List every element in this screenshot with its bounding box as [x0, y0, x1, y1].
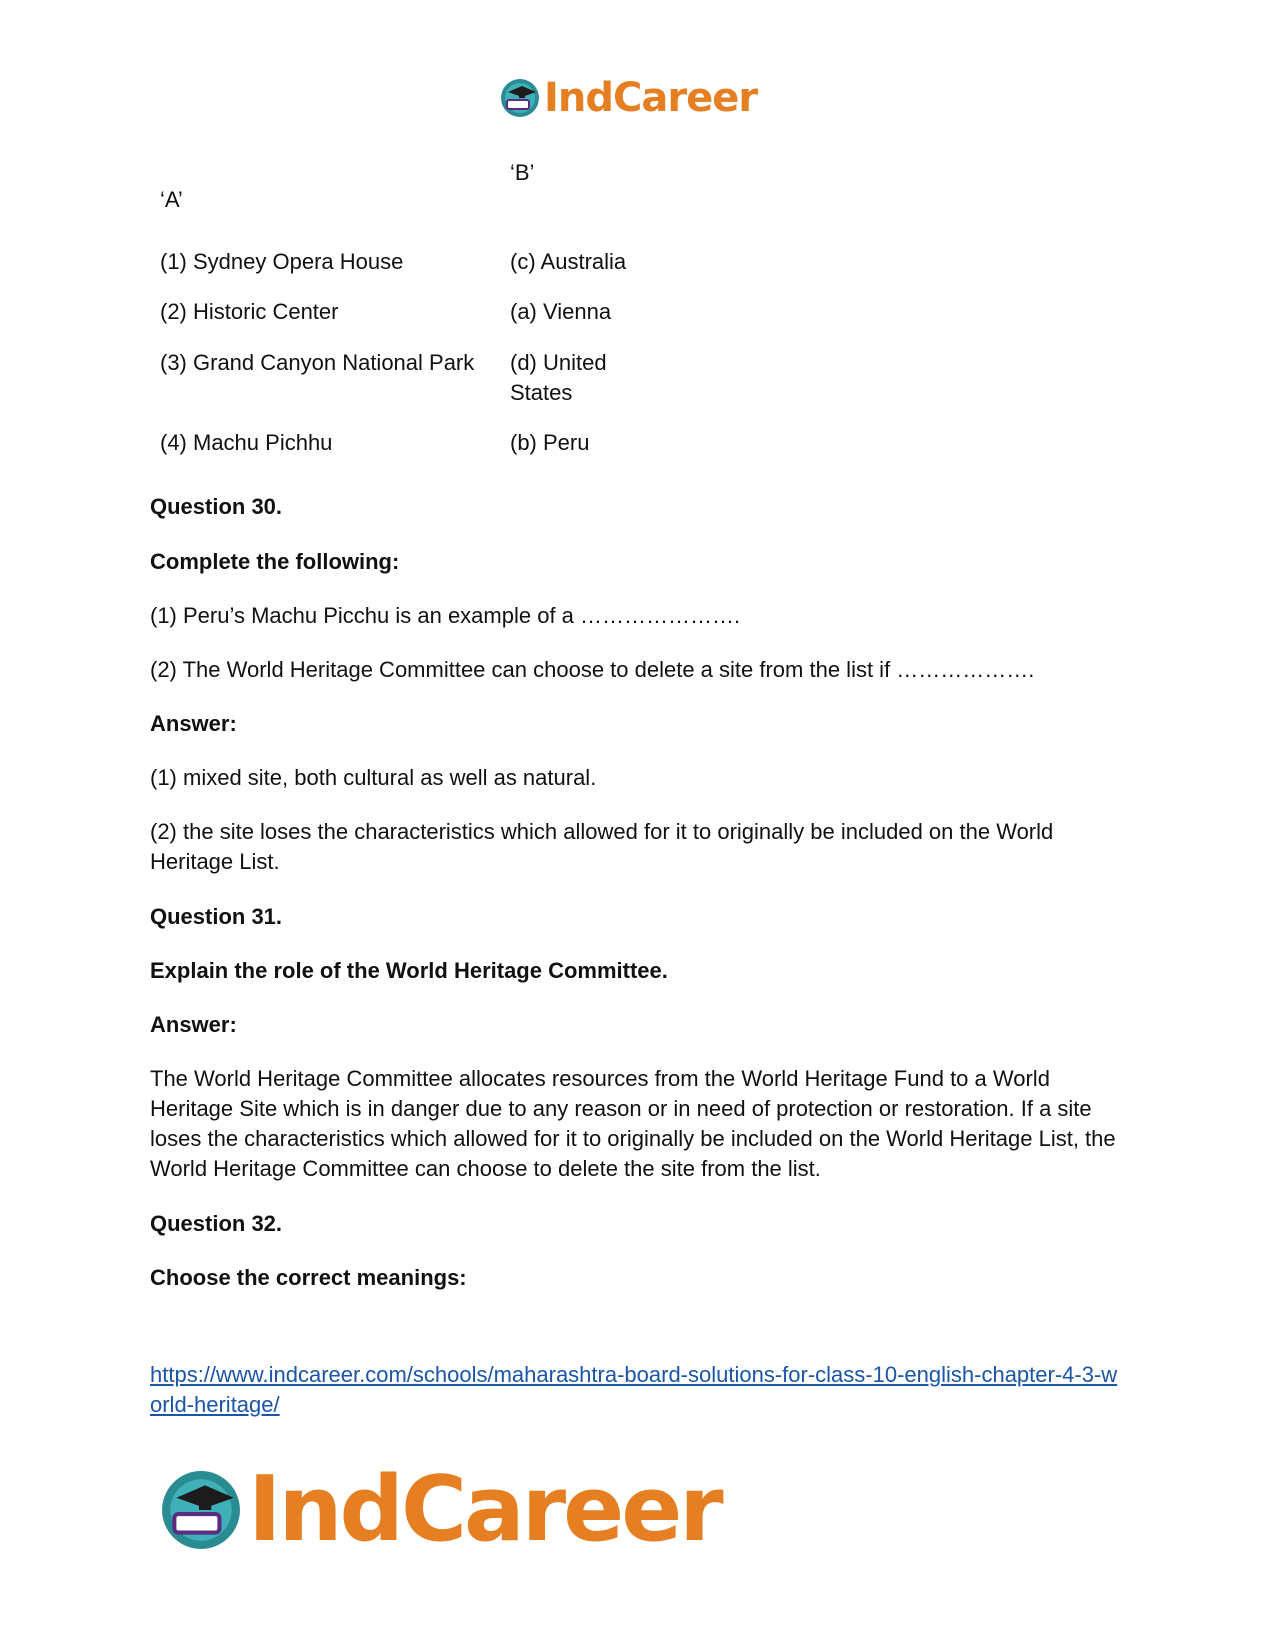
match-a-1: (1) Sydney Opera House: [160, 249, 404, 274]
question-31-title: Question 31.: [150, 904, 283, 929]
source-url-link[interactable]: https://www.indcareer.com/schools/maharashtra-board-solutions-for-class-10-english-chapter-4-3-world-heritage/: [150, 1362, 1118, 1417]
match-b-1: (c) Australia: [510, 249, 627, 274]
question-30-item-1: (1) Peru’s Machu Picchu is an example of a ………………….: [150, 603, 741, 628]
question-32-title: Question 32.: [150, 1211, 283, 1236]
question-31-answer-label: Answer:: [150, 1012, 237, 1037]
graduation-cap-book-icon: [500, 78, 540, 118]
question-30-item-2: (2) The World Heritage Committee can choose to delete a site from the list if ……………….: [150, 657, 1035, 682]
match-b-4: (b) Peru: [510, 430, 590, 455]
match-b-2: (a) Vienna: [510, 299, 612, 324]
column-a-header: ‘A’: [160, 187, 183, 212]
question-32-prompt: Choose the correct meanings:: [150, 1265, 467, 1290]
match-a-4: (4) Machu Pichhu: [160, 430, 333, 455]
question-30-answer-1: (1) mixed site, both cultural as well as natural.: [150, 765, 597, 790]
header-logo: [500, 75, 758, 121]
question-31-prompt: Explain the role of the World Heritage Committee.: [150, 958, 668, 983]
brand-name: IndCareer: [248, 1457, 721, 1562]
footer-logo: [160, 1457, 721, 1562]
graduation-cap-book-icon: [160, 1469, 242, 1551]
match-a-2: (2) Historic Center: [160, 299, 339, 324]
footer-link-wrapper: [150, 1360, 1125, 1420]
question-30-title: Question 30.: [150, 494, 283, 519]
brand-name: IndCareer: [544, 75, 758, 121]
column-b-header: ‘B’: [510, 160, 535, 185]
match-a-3: (3) Grand Canyon National Park: [160, 350, 475, 375]
question-31-answer: The World Heritage Committee allocates resources from the World Heritage Fund to a World Heritage Site which is in danger due to any reason or in need of protection or restoration. If a site loses the characteristics which allowed for it to originally be included on the World Heritage List, the World Heritage Committee can choose to delete the site from the list.: [150, 1066, 1116, 1181]
match-b-3: (d) United States: [510, 350, 607, 405]
question-30-answer-2: (2) the site loses the characteristics which allowed for it to originally be included on the World Heritage List.: [150, 819, 1054, 874]
question-30-prompt: Complete the following:: [150, 549, 400, 574]
question-30-answer-label: Answer:: [150, 711, 237, 736]
